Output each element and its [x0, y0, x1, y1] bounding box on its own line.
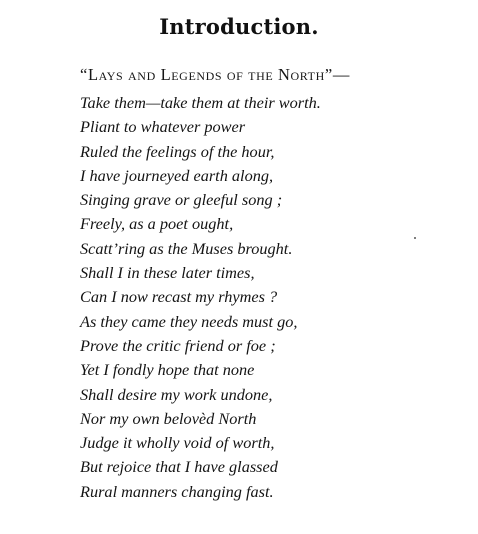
- poem-line: Freely, as a poet ought,: [80, 214, 234, 234]
- poem-line: Yet I fondly hope that none: [80, 360, 255, 380]
- poem-line: Nor my own belovèd North: [80, 408, 257, 428]
- poem-line: As they came they needs must go,: [80, 311, 298, 331]
- heading-open-quote: “: [80, 65, 88, 84]
- poem-line: Take them—take them at their worth.: [80, 93, 321, 112]
- heading-text: Lays and Legends of the North: [87, 65, 325, 84]
- poem-line: Scatt’ring as the Muses brought.: [80, 238, 293, 258]
- poem-line: Pliant to whatever power: [80, 117, 246, 137]
- poem-heading: [80, 65, 350, 85]
- poem-line: Singing grave or gleeful song ;: [80, 190, 283, 210]
- poem-body: [80, 91, 321, 504]
- page-title: Introduction.: [159, 14, 319, 39]
- poem-line: Judge it wholly void of worth,: [80, 433, 275, 453]
- poem-line: Shall desire my work undone,: [80, 384, 273, 404]
- poem-line: Can I now recast my rhymes ?: [80, 287, 278, 307]
- poem-line: Prove the critic friend or foe ;: [80, 335, 276, 355]
- poem-line: I have journeyed earth along,: [80, 165, 274, 185]
- heading-close: ”—: [324, 65, 350, 84]
- poem-line: Ruled the feelings of the hour,: [80, 141, 275, 161]
- poem-line: But rejoice that I have glassed: [80, 457, 278, 477]
- poem-line: Shall I in these later times,: [80, 263, 255, 283]
- print-speck: [414, 237, 416, 239]
- poem-line: Rural manners changing fast.: [80, 481, 274, 501]
